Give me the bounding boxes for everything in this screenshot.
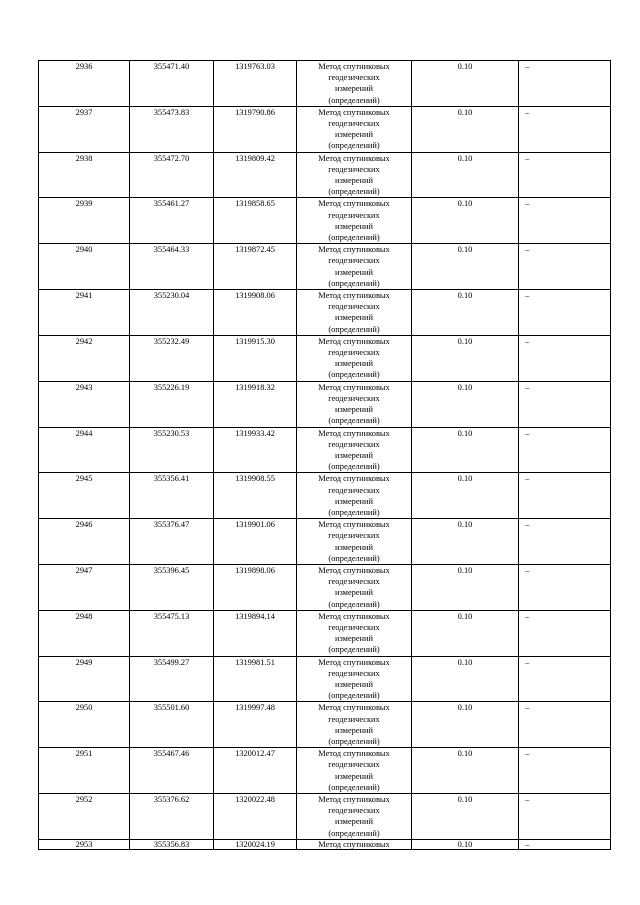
method-text-line: измерений xyxy=(334,817,374,827)
table-row xyxy=(39,198,611,244)
description-cell: – xyxy=(519,794,611,840)
coordinates-table xyxy=(38,60,611,850)
method-text-line: Метод спутниковых xyxy=(318,703,390,713)
coordinate-x-cell: 355499.27 xyxy=(130,656,214,702)
point-number-cell: 2952 xyxy=(39,794,130,840)
coordinate-x-cell: 355376.62 xyxy=(130,794,214,840)
coordinate-x-cell: 355471.40 xyxy=(130,61,214,107)
method-text-line: измерений xyxy=(334,359,374,369)
coordinate-y-cell: 1319790.86 xyxy=(214,106,297,152)
point-number-cell: 2945 xyxy=(39,473,130,519)
accuracy-cell: 0.10 xyxy=(412,839,519,849)
method-text-line: (определений) xyxy=(328,736,380,746)
method-text-line: (определений) xyxy=(328,645,380,655)
method-cell xyxy=(297,290,412,336)
method-text-line: измерений xyxy=(334,771,374,781)
coordinate-y-cell: 1319997.48 xyxy=(214,702,297,748)
method-text-line: Метод спутниковых xyxy=(318,107,390,117)
table-row xyxy=(39,656,611,702)
description-cell: – xyxy=(519,106,611,152)
method-text-line: Метод спутниковых xyxy=(318,382,390,392)
description-cell: – xyxy=(519,198,611,244)
table-row xyxy=(39,748,611,794)
table-row xyxy=(39,564,611,610)
method-text-line: измерений xyxy=(334,634,374,644)
accuracy-cell: 0.10 xyxy=(412,519,519,565)
method-text-line: измерений xyxy=(334,176,374,186)
method-cell xyxy=(297,656,412,702)
coordinate-x-cell: 355464.33 xyxy=(130,244,214,290)
method-text-line: Метод спутниковых xyxy=(318,153,390,163)
description-cell: – xyxy=(519,748,611,794)
method-text-line: (определений) xyxy=(328,599,380,609)
method-text-line: (определений) xyxy=(328,370,380,380)
method-text-line: Метод спутниковых xyxy=(318,336,390,346)
method-text-line: геодезических xyxy=(328,393,380,403)
method-text-line: измерений xyxy=(334,496,374,506)
accuracy-cell: 0.10 xyxy=(412,656,519,702)
method-text-line: геодезических xyxy=(328,348,380,358)
coordinate-x-cell: 355467.46 xyxy=(130,748,214,794)
point-number-cell: 2940 xyxy=(39,244,130,290)
coordinate-y-cell: 1319908.55 xyxy=(214,473,297,519)
table-row xyxy=(39,794,611,840)
point-number-cell: 2950 xyxy=(39,702,130,748)
method-text-line: (определений) xyxy=(328,782,380,792)
method-text-line: Метод спутниковых xyxy=(318,245,390,255)
description-cell: – xyxy=(519,290,611,336)
method-cell xyxy=(297,794,412,840)
method-text-line: (определений) xyxy=(328,828,380,838)
method-text-line: измерений xyxy=(334,221,374,231)
coordinate-x-cell: 355473.83 xyxy=(130,106,214,152)
coordinate-x-cell: 355230.04 xyxy=(130,290,214,336)
coordinate-y-cell: 1319908.06 xyxy=(214,290,297,336)
method-text-line: геодезических xyxy=(328,302,380,312)
method-text-line: геодезических xyxy=(328,577,380,587)
method-text-line: (определений) xyxy=(328,691,380,701)
method-text-line: Метод спутниковых xyxy=(318,611,390,621)
method-cell xyxy=(297,427,412,473)
method-cell xyxy=(297,335,412,381)
coordinate-y-cell: 1319858.65 xyxy=(214,198,297,244)
coordinate-x-cell: 355472.70 xyxy=(130,152,214,198)
coordinate-x-cell: 355396.45 xyxy=(130,564,214,610)
method-text-line: (определений) xyxy=(328,507,380,517)
coordinate-x-cell: 355230.53 xyxy=(130,427,214,473)
method-cell xyxy=(297,244,412,290)
method-text-line: измерений xyxy=(334,725,374,735)
description-cell: – xyxy=(519,473,611,519)
description-cell: – xyxy=(519,244,611,290)
accuracy-cell: 0.10 xyxy=(412,198,519,244)
coordinate-x-cell: 355232.49 xyxy=(130,335,214,381)
method-text-line: измерений xyxy=(334,267,374,277)
method-cell xyxy=(297,152,412,198)
table-row xyxy=(39,610,611,656)
method-text-line: измерений xyxy=(334,542,374,552)
point-number-cell: 2939 xyxy=(39,198,130,244)
description-cell: – xyxy=(519,610,611,656)
description-cell: – xyxy=(519,152,611,198)
method-text-line: (определений) xyxy=(328,187,380,197)
accuracy-cell: 0.10 xyxy=(412,335,519,381)
method-text-line: (определений) xyxy=(328,553,380,563)
accuracy-cell: 0.10 xyxy=(412,152,519,198)
point-number-cell: 2936 xyxy=(39,61,130,107)
method-text-line: Метод спутниковых xyxy=(318,795,390,804)
description-cell: – xyxy=(519,335,611,381)
point-number-cell: 2951 xyxy=(39,748,130,794)
accuracy-cell: 0.10 xyxy=(412,427,519,473)
coordinate-y-cell: 1319915.30 xyxy=(214,335,297,381)
method-cell xyxy=(297,198,412,244)
method-text-line: геодезических xyxy=(328,714,380,724)
method-cell xyxy=(297,473,412,519)
coordinate-x-cell: 355226.19 xyxy=(130,381,214,427)
method-text-line: измерений xyxy=(334,313,374,323)
point-number-cell: 2937 xyxy=(39,106,130,152)
coordinate-y-cell: 1320022.48 xyxy=(214,794,297,840)
description-cell: – xyxy=(519,702,611,748)
table-row xyxy=(39,702,611,748)
method-text-line: геодезических xyxy=(328,760,380,770)
table-row xyxy=(39,106,611,152)
accuracy-cell: 0.10 xyxy=(412,61,519,107)
description-cell: – xyxy=(519,427,611,473)
coordinate-y-cell: 1320012.47 xyxy=(214,748,297,794)
coordinate-x-cell: 355475.13 xyxy=(130,610,214,656)
method-cell xyxy=(297,381,412,427)
point-number-cell: 2942 xyxy=(39,335,130,381)
method-text-line: Метод спутниковых xyxy=(318,291,390,301)
point-number-cell: 2941 xyxy=(39,290,130,336)
table-row xyxy=(39,427,611,473)
method-text-line: геодезических xyxy=(328,485,380,495)
accuracy-cell: 0.10 xyxy=(412,610,519,656)
method-text-line: геодезических xyxy=(328,256,380,266)
coordinate-y-cell: 1319918.32 xyxy=(214,381,297,427)
coordinate-x-cell: 355461.27 xyxy=(130,198,214,244)
table-row xyxy=(39,519,611,565)
method-cell xyxy=(297,610,412,656)
accuracy-cell: 0.10 xyxy=(412,381,519,427)
method-text-line: (определений) xyxy=(328,462,380,472)
method-text-line: (определений) xyxy=(328,95,380,105)
description-cell: – xyxy=(519,519,611,565)
method-text-line: (определений) xyxy=(328,324,380,334)
method-text-line: Метод спутниковых xyxy=(318,749,390,759)
description-cell: – xyxy=(519,381,611,427)
method-text-line: измерений xyxy=(334,679,374,689)
method-text-line: измерений xyxy=(334,84,374,94)
point-number-cell: 2944 xyxy=(39,427,130,473)
method-text-line: Метод спутниковых xyxy=(318,428,390,438)
method-text-line: Метод спутниковых xyxy=(318,520,390,530)
accuracy-cell: 0.10 xyxy=(412,473,519,519)
method-text-line: (определений) xyxy=(328,278,380,288)
method-text-line: (определений) xyxy=(328,141,380,151)
method-text-line: геодезических xyxy=(328,622,380,632)
table-row xyxy=(39,335,611,381)
method-text-line: Метод спутниковых xyxy=(318,565,390,575)
coordinate-x-cell: 355376.47 xyxy=(130,519,214,565)
description-cell: – xyxy=(519,656,611,702)
accuracy-cell: 0.10 xyxy=(412,702,519,748)
method-text-line: геодезических xyxy=(328,439,380,449)
method-text-line: измерений xyxy=(334,450,374,460)
method-text-line: геодезических xyxy=(328,531,380,541)
method-cell xyxy=(297,61,412,107)
method-text-line: геодезических xyxy=(328,73,380,83)
point-number-cell: 2948 xyxy=(39,610,130,656)
point-number-cell: 2953 xyxy=(39,839,130,849)
coordinate-y-cell: 1319894.14 xyxy=(214,610,297,656)
method-text-line: Метод спутниковых xyxy=(318,474,390,484)
coordinate-y-cell: 1319809.42 xyxy=(214,152,297,198)
description-cell: – xyxy=(519,839,611,849)
description-cell: – xyxy=(519,564,611,610)
method-text-line: измерений xyxy=(334,130,374,140)
method-text-line: измерений xyxy=(334,588,374,598)
method-text-line: геодезических xyxy=(328,668,380,678)
method-text-line: Метод спутниковых xyxy=(318,62,390,71)
method-text-line: геодезических xyxy=(328,210,380,220)
coordinate-y-cell: 1320024.19 xyxy=(214,839,297,849)
coordinate-y-cell: 1319933.42 xyxy=(214,427,297,473)
method-cell xyxy=(297,564,412,610)
accuracy-cell: 0.10 xyxy=(412,290,519,336)
method-text-line: Метод спутниковых xyxy=(318,839,390,849)
method-cell xyxy=(297,839,412,849)
point-number-cell: 2946 xyxy=(39,519,130,565)
coordinate-y-cell: 1319898.06 xyxy=(214,564,297,610)
accuracy-cell: 0.10 xyxy=(412,564,519,610)
method-text-line: измерений xyxy=(334,405,374,415)
coordinate-y-cell: 1319872.45 xyxy=(214,244,297,290)
method-cell xyxy=(297,106,412,152)
point-number-cell: 2943 xyxy=(39,381,130,427)
method-text-line: (определений) xyxy=(328,233,380,243)
description-cell: – xyxy=(519,61,611,107)
accuracy-cell: 0.10 xyxy=(412,748,519,794)
table-row xyxy=(39,839,611,849)
coordinate-x-cell: 355501.60 xyxy=(130,702,214,748)
coordinate-y-cell: 1319981.51 xyxy=(214,656,297,702)
point-number-cell: 2938 xyxy=(39,152,130,198)
coordinate-x-cell: 355356.83 xyxy=(130,839,214,849)
method-text-line: геодезических xyxy=(328,119,380,129)
coordinate-y-cell: 1319901.06 xyxy=(214,519,297,565)
table-row xyxy=(39,381,611,427)
method-text-line: (определений) xyxy=(328,416,380,426)
method-text-line: Метод спутниковых xyxy=(318,657,390,667)
coordinate-x-cell: 355356.41 xyxy=(130,473,214,519)
table-row xyxy=(39,152,611,198)
method-text-line: геодезических xyxy=(328,164,380,174)
accuracy-cell: 0.10 xyxy=(412,106,519,152)
coordinate-y-cell: 1319763.03 xyxy=(214,61,297,107)
table-row xyxy=(39,61,611,107)
coordinates-table-body xyxy=(39,61,611,850)
method-text-line: геодезических xyxy=(328,806,380,816)
method-text-line: Метод спутниковых xyxy=(318,199,390,209)
method-cell xyxy=(297,519,412,565)
accuracy-cell: 0.10 xyxy=(412,244,519,290)
table-row xyxy=(39,473,611,519)
table-row xyxy=(39,244,611,290)
method-cell xyxy=(297,702,412,748)
accuracy-cell: 0.10 xyxy=(412,794,519,840)
point-number-cell: 2947 xyxy=(39,564,130,610)
table-row xyxy=(39,290,611,336)
method-cell xyxy=(297,748,412,794)
point-number-cell: 2949 xyxy=(39,656,130,702)
